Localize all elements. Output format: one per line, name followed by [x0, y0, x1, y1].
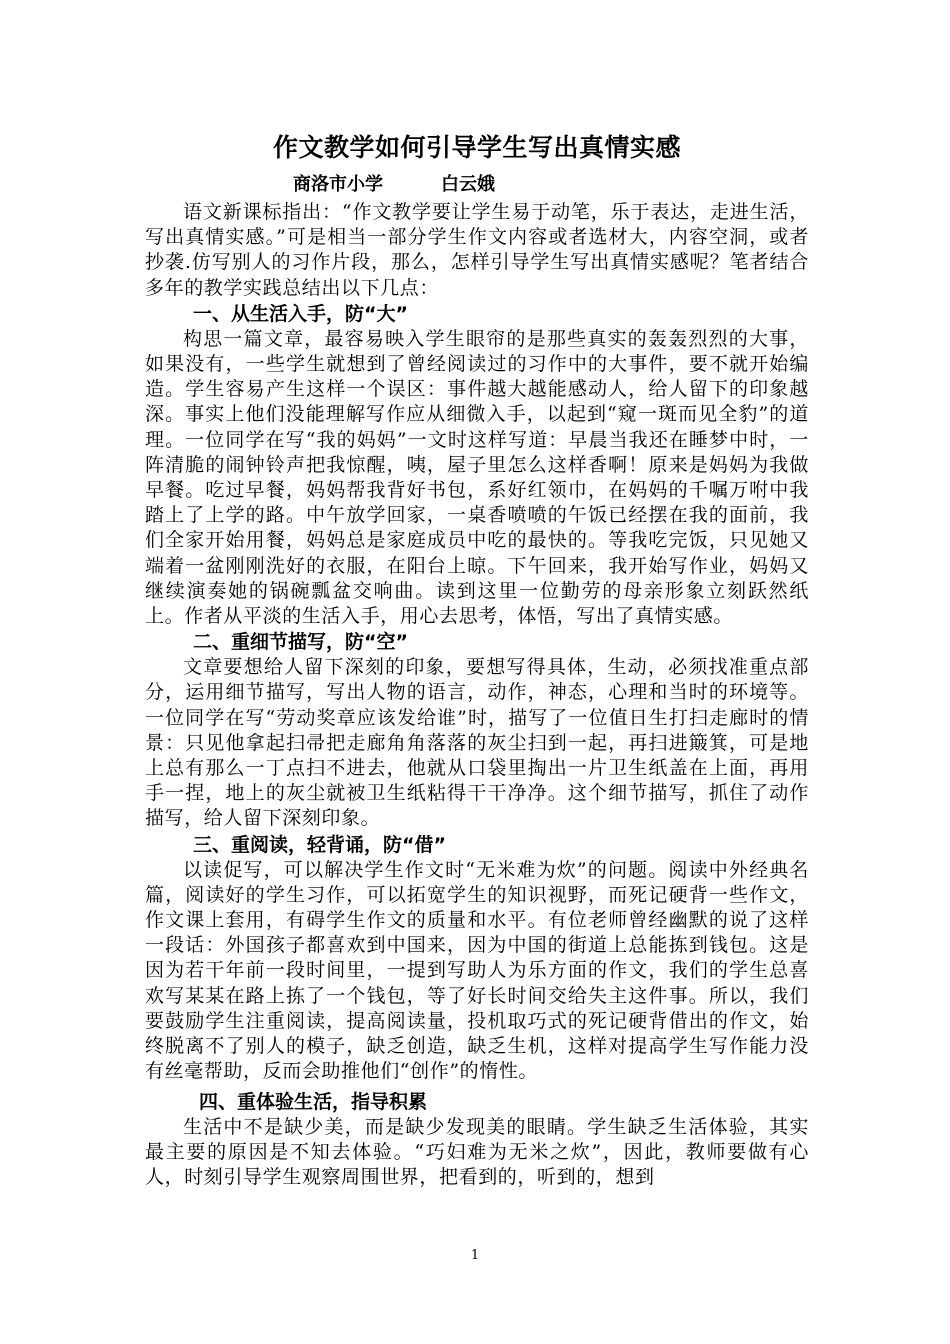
- document-title: 作文教学如何引导学生写出真情实感: [272, 133, 681, 162]
- section-body-4: 生活中不是缺少美，而是缺少发现美的眼睛。学生缺乏生活体验，其实最主要的原因是不知去体验。“巧妇难为无米之炊”，因此，教师要做有心人，时刻引导学生观察周围世界，把看到的，听到的，想到: [145, 1115, 809, 1188]
- author-name: 白云娥: [441, 174, 495, 195]
- byline: [145, 170, 809, 200]
- section-heading-4: 四、重体验生活，指导积累: [199, 1090, 428, 1113]
- section-body-1: 构思一篇文章，最容易映入学生眼帘的是那些真实的轰轰烈烈的大事，如果没有，一些学生就想到了曾经阅读过的习作中的大事件，要不就开始编造。学生容易产生这样一个误区：事件越大越能感动人，给人留下的印象越深。事实上他们没能理解写作应从细微入手，以起到“窥一斑而见全豹”的道理。一位同学在写“我的妈妈”一文时这样写道：早晨当我还在睡梦中时，一阵清脆的闹钟铃声把我惊醒，咦，屋子里怎么这样香啊！原来是妈妈为我做早餐。吃过早餐，妈妈帮我背好书包，系好红领巾，在妈妈的千嘱万咐中我踏上了上学的路。中午放学回家，一桌香喷喷的午饭已经摆在我的面前，我们全家开始用餐，妈妈总是家庭成员中吃的最快的。等我吃完饭，只见她又端着一盆刚刚洗好的衣服，在阳台上晾。下午回来，我开始写作业，妈妈又继续演奏她的锅碗瓢盆交响曲。读到这里一位勤劳的母亲形象立刻跃然纸上。作者从平淡的生活入手，用心去思考，体悟，写出了真情实感。: [145, 327, 809, 628]
- school-name: 商洛市小学: [293, 174, 383, 195]
- section-heading-2: 二、重细节描写，防“空”: [193, 631, 408, 654]
- section-body-2: 文章要想给人留下深刻的印象，要想写得具体，生动，必须找准重点部分，运用细节描写，写出人物的语言，动作，神态，心理和当时的环境等。一位同学在写“劳动奖章应该发给谁”时，描写了一位值日生打扫走廊时的情景：只见他拿起扫帚把走廊角角落落的灰尘扫到一起，再扫进簸箕，可是地上总有那么一丁点扫不进去，他就从口袋里掏出一片卫生纸盖在上面，再用手一捏，地上的灰尘就被卫生纸粘得干干净净。这个细节描写，抓住了动作描写，给人留下深刻印象。: [145, 656, 809, 830]
- section-heading-3: 三、重阅读，轻背诵，防“借”: [193, 833, 446, 856]
- section-body-3: 以读促写，可以解决学生作文时“无米难为炊”的问题。阅读中外经典名篇，阅读好的学生习作，可以拓宽学生的知识视野，而死记硬背一些作文，作文课上套用，有碍学生作文的质量和水平。有位老师曾经幽默的说了这样一段话：外国孩子都喜欢到中国来，因为中国的街道上总能拣到钱包。这是因为若干年前一段时间里，一提到写助人为乐方面的作文，我们的学生总喜欢写某某在路上拣了一个钱包，等了好长时间交给失主这件事。所以，我们要鼓励学生注重阅读，提高阅读量，投机取巧式的死记硬背借出的作文，始终脱离不了别人的模子，缺乏创造，缺乏生机，这样对提高学生写作能力没有丝毫帮助，反而会助推他们“创作”的惰性。: [145, 858, 809, 1083]
- page-number: 1: [470, 1248, 480, 1263]
- intro-paragraph: 语文新课标指出：“作文教学要让学生易于动笔，乐于表达，走进生活，写出真情实感。”可是相当一部分学生作文内容或者选材大，内容空洞，或者抄袭.仿写别人的习作片段，那么，怎样引导学生写出真情实感呢？笔者结合多年的教学实践总结出以下几点：: [145, 201, 809, 299]
- section-heading-1: 一、从生活入手，防“大”: [193, 302, 408, 325]
- document-body: [145, 128, 809, 1190]
